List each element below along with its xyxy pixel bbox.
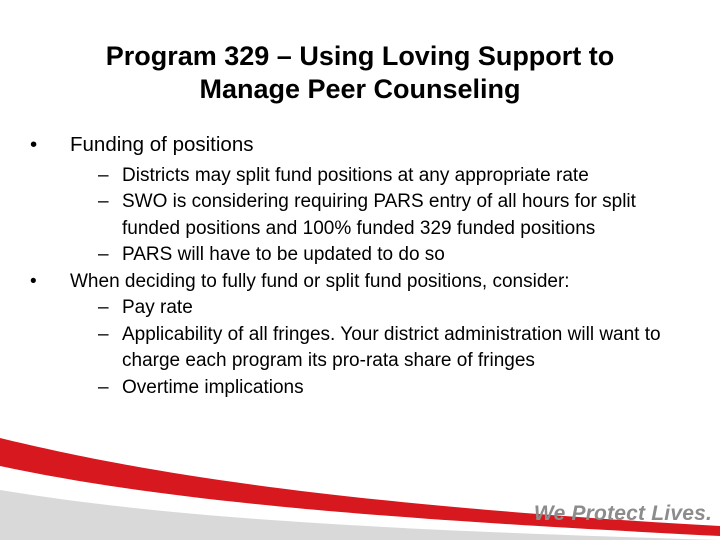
- slide-title-line-2: Manage Peer Counseling: [199, 74, 521, 104]
- sub-bullet-text: Pay rate: [122, 297, 193, 318]
- bullet-icon: •: [30, 133, 38, 156]
- sub-bullet-text: SWO is considering requiring PARS entry of all hours for split funded positions and 100% funded 329 funded positions: [122, 191, 636, 239]
- slide-body: [24, 132, 694, 401]
- bullet-text: When deciding to fully fund or split fund positions, consider:: [70, 270, 570, 292]
- sub-bullet-item: [24, 295, 694, 322]
- dash-icon: –: [98, 376, 109, 398]
- sub-bullet-text: PARS will have to be updated to do so: [122, 244, 445, 265]
- sub-bullet-item: [24, 163, 694, 190]
- slide-title: [40, 40, 680, 106]
- bullet-item-1: [24, 132, 694, 159]
- dash-icon: –: [98, 323, 109, 345]
- sub-bullet-item: [24, 189, 694, 242]
- footer-tagline: We Protect Lives.: [533, 502, 712, 525]
- slide-title-line-1: Program 329 – Using Loving Support to: [105, 41, 615, 71]
- sub-bullet-item: [24, 242, 694, 269]
- sub-bullet-text: Applicability of all fringes. Your district administration will want to charge each program its pro-rata share of fringes: [122, 323, 661, 371]
- bullet-text: Funding of positions: [70, 133, 254, 156]
- dash-icon: –: [98, 164, 109, 186]
- dash-icon: –: [98, 244, 109, 265]
- sub-bullet-item: [24, 375, 694, 402]
- sub-bullet-text: Districts may split fund positions at any appropriate rate: [122, 164, 589, 186]
- bullet-icon: •: [30, 270, 37, 292]
- bullet-item-2: [24, 269, 694, 296]
- dash-icon: –: [98, 297, 109, 318]
- dash-icon: –: [98, 191, 109, 212]
- sub-bullet-item: [24, 322, 694, 375]
- sub-bullet-text: Overtime implications: [122, 376, 304, 398]
